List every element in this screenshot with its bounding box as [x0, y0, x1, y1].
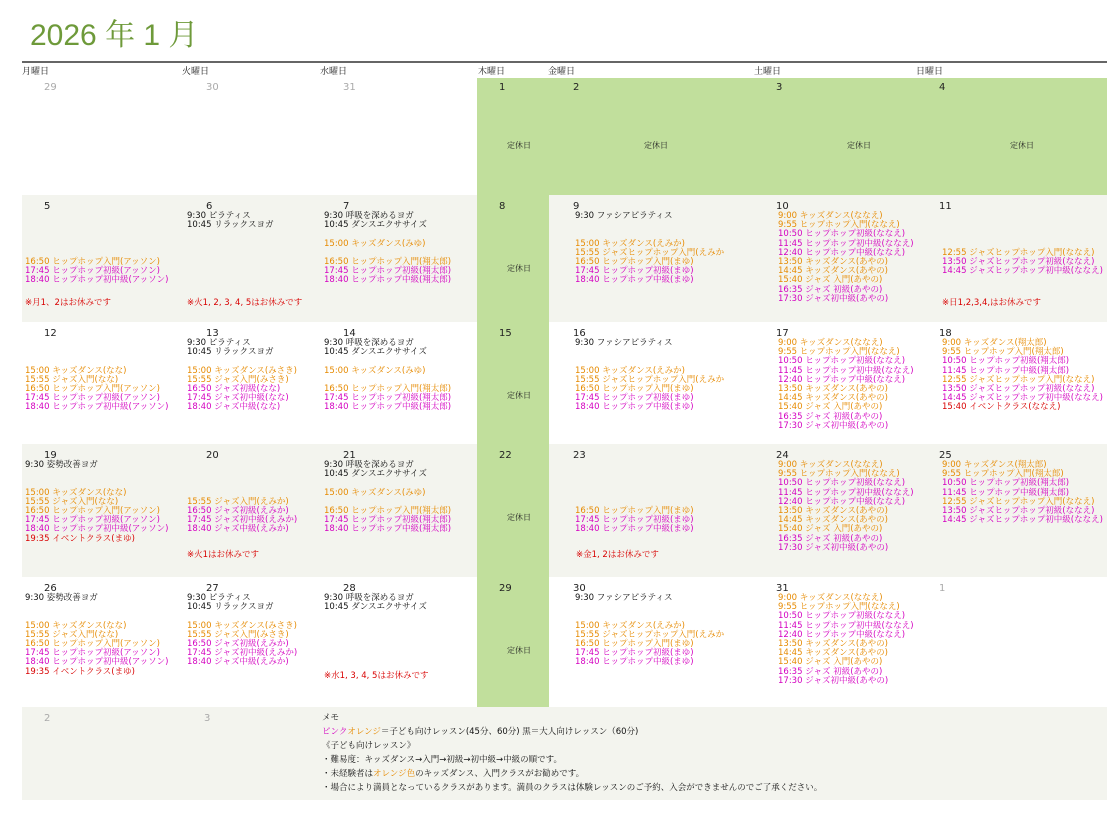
class-list — [575, 212, 752, 286]
class-entry: 12:55 ジャズヒップホップ入門(ななえ) — [942, 496, 1095, 507]
calendar-grid — [22, 78, 1107, 808]
day-cell[interactable] — [182, 78, 319, 195]
closed-day-label: 定休日 — [507, 141, 531, 150]
class-entry: 18:40 ヒップホップ初中級(アッソン) — [25, 402, 169, 413]
class-entry: 13:50 ジャズヒップホップ初級(ななえ) — [942, 384, 1095, 395]
class-entry: 16:50 ヒップホップ入門(まゆ) — [575, 384, 694, 395]
day-number: 1 — [939, 583, 946, 594]
class-entry: 16:35 ジャズ 初級(あやの) — [778, 411, 883, 422]
class-entry: 18:40 ヒップホップ初中級(アッソン) — [25, 657, 169, 668]
class-list — [25, 461, 182, 544]
class-entry: 15:55 ジャズヒップホップ入門(えみか — [575, 629, 725, 640]
class-entry: 18:40 ヒップホップ中級(まゆ) — [575, 657, 694, 668]
class-entry: 9:30 ファシアピラティス — [575, 211, 673, 221]
class-entry: 14:45 ジャズヒップホップ初中級(ななえ) — [942, 515, 1103, 526]
class-entry: 17:45 ヒップホップ初級(アッソン) — [25, 648, 160, 659]
class-entry: 10:50 ヒップホップ初級(ななえ) — [778, 478, 906, 489]
class-entry: 16:35 ジャズ 初級(あやの) — [778, 666, 883, 677]
class-entry: 15:00 キッズダンス(なな) — [25, 487, 127, 498]
class-entry: 17:30 ジャズ初中級(あやの) — [778, 420, 889, 431]
day-number: 20 — [206, 450, 219, 461]
class-entry: 14:45 キッズダンス(あやの) — [778, 648, 888, 659]
class-list — [575, 339, 752, 413]
closed-day-label: 定休日 — [507, 264, 531, 273]
class-entry: 14:45 ジャズヒップホップ初中級(ななえ) — [942, 266, 1103, 277]
class-entry: 10:50 ヒップホップ初級(ななえ) — [778, 356, 906, 367]
memo-text: のキッズダンス、入門クラスがお勧めです。 — [415, 769, 585, 779]
class-entry: 9:55 ヒップホップ入門(翔太郎) — [942, 347, 1064, 358]
class-entry: 16:50 ヒップホップ入門(アッソン) — [25, 506, 160, 517]
day-number: 3 — [204, 713, 211, 724]
class-entry: 11:45 ヒップホップ初中級(ななえ) — [778, 365, 914, 376]
day-cell[interactable] — [915, 195, 1107, 322]
class-list — [324, 594, 477, 612]
day-cell[interactable] — [319, 444, 477, 577]
class-entry: 10:45 リラックスヨガ — [187, 602, 274, 613]
class-entry: 14:45 ジャズヒップホップ初中級(ななえ) — [942, 393, 1103, 404]
class-entry: 17:45 ヒップホップ初級(まゆ) — [575, 648, 694, 659]
day-number: 17 — [776, 328, 789, 339]
weekday-label: 水曜日 — [320, 67, 348, 77]
memo-line: ・場合により満員となっているクラスがあります。満員のクラスは体験レッスンのご予約、入会ができませんのでご了承ください。 — [322, 783, 823, 793]
class-entry — [25, 230, 182, 239]
class-entry — [942, 230, 1107, 239]
day-cell[interactable] — [182, 577, 319, 707]
class-entry: 16:50 ヒップホップ入門(まゆ) — [575, 257, 694, 268]
class-entry: 18:40 ヒップホップ中級(翔太郎) — [324, 402, 452, 413]
class-entry: 15:55 ジャズ入門(なな) — [25, 496, 119, 507]
day-number: 8 — [499, 201, 506, 212]
day-cell[interactable] — [752, 322, 915, 444]
memo-legend — [322, 725, 822, 739]
closed-day-label: 定休日 — [644, 141, 668, 150]
day-cell[interactable] — [915, 444, 1107, 577]
weekday-label: 土曜日 — [754, 67, 782, 77]
class-entry: 15:00 キッズダンス(えみか) — [575, 620, 685, 631]
class-entry — [25, 240, 182, 249]
day-cell[interactable] — [319, 577, 477, 707]
closure-note: ※日1,2,3,4,はお休みです — [942, 298, 1042, 308]
legend-text: ＝子ども向けレッスン(45分、60分) 黒＝大人向けレッスン（60分) — [380, 727, 639, 737]
class-list — [942, 339, 1107, 413]
day-cell[interactable] — [477, 78, 549, 195]
closed-day-label: 定休日 — [507, 513, 531, 522]
class-entry: 9:30 ピラティス — [187, 338, 251, 348]
class-entry: 15:00 キッズダンス(えみか) — [575, 365, 685, 376]
class-entry: 16:50 ヒップホップ入門(アッソン) — [25, 257, 160, 268]
class-entry: 15:55 ジャズ入門(みさき) — [187, 374, 289, 385]
class-entry — [575, 348, 752, 357]
class-entry: 13:50 キッズダンス(あやの) — [778, 506, 888, 517]
day-cell[interactable] — [549, 444, 752, 577]
class-entry: 9:30 ピラティス — [187, 211, 251, 221]
day-cell[interactable] — [549, 195, 752, 322]
class-list — [187, 594, 319, 668]
class-entry: 12:40 ヒップホップ中級(ななえ) — [778, 247, 906, 258]
day-number: 19 — [44, 450, 57, 461]
class-entry: 18:40 ヒップホップ中級(翔太郎) — [324, 524, 452, 535]
legend-pink: ピンク — [322, 727, 348, 737]
class-entry: 9:00 キッズダンス(ななえ) — [778, 460, 883, 470]
day-number: 7 — [343, 201, 350, 212]
class-entry: 19:35 イベントクラス(まゆ) — [25, 533, 135, 544]
day-cell[interactable] — [319, 78, 477, 195]
class-entry: 13:50 キッズダンス(あやの) — [778, 257, 888, 268]
day-number: 16 — [573, 328, 586, 339]
class-entry: 15:55 ジャズ入門(なな) — [25, 374, 119, 385]
class-entry: 13:50 キッズダンス(あやの) — [778, 384, 888, 395]
class-entry: 17:45 ヒップホップ初級(まゆ) — [575, 515, 694, 526]
day-number: 27 — [206, 583, 219, 594]
class-entry: 15:00 キッズダンス(なな) — [25, 365, 127, 376]
day-number: 10 — [776, 201, 789, 212]
class-list — [187, 461, 319, 535]
class-entry: 15:00 キッズダンス(みさき) — [187, 365, 297, 376]
day-cell[interactable] — [22, 577, 182, 707]
day-cell[interactable] — [477, 195, 549, 322]
class-entry: 12:55 ジャズヒップホップ入門(ななえ) — [942, 247, 1095, 258]
class-entry: 17:45 ヒップホップ初級(まゆ) — [575, 393, 694, 404]
class-list — [324, 339, 477, 413]
class-entry: 15:00 キッズダンス(みゆ) — [324, 365, 426, 376]
class-entry: 11:45 ヒップホップ中級(翔太郎) — [942, 365, 1070, 376]
class-entry: 18:40 ジャズ中級(えみか) — [187, 524, 289, 535]
class-entry — [25, 470, 182, 479]
class-entry: 16:50 ヒップホップ入門(翔太郎) — [324, 257, 452, 268]
weekday-label: 月曜日 — [22, 67, 50, 77]
class-list — [575, 461, 752, 535]
memo-text: ・未経験者は — [322, 769, 374, 779]
class-entry — [25, 212, 182, 221]
class-entry: 16:50 ヒップホップ入門(アッソン) — [25, 639, 160, 650]
class-entry: 10:45 リラックスヨガ — [187, 220, 274, 231]
day-number: 22 — [499, 450, 512, 461]
memo-line: ・難易度：キッズダンス→入門→初級→初中級→中級の順です。 — [322, 755, 562, 765]
class-entry: 16:50 ヒップホップ入門(まゆ) — [575, 506, 694, 517]
day-cell[interactable] — [752, 78, 915, 195]
weekday-label: 木曜日 — [478, 67, 506, 77]
day-cell[interactable] — [752, 577, 915, 707]
day-number: 2 — [573, 82, 580, 93]
day-number: 14 — [343, 328, 356, 339]
closure-note: ※火1, 2, 3, 4, 5はお休みです — [187, 298, 303, 308]
day-number: 5 — [44, 201, 51, 212]
class-entry: 11:45 ヒップホップ初中級(ななえ) — [778, 620, 914, 631]
class-entry: 11:45 ヒップホップ初中級(ななえ) — [778, 487, 914, 498]
class-entry: 10:50 ヒップホップ初級(翔太郎) — [942, 356, 1070, 367]
class-entry — [942, 212, 1107, 221]
class-entry: 15:40 イベントクラス(ななえ) — [942, 402, 1061, 413]
class-list — [324, 461, 477, 535]
closure-note: ※月1、2はお休みです — [25, 298, 111, 308]
class-entry: 9:30 呼吸を深めるヨガ — [324, 593, 414, 603]
class-list — [575, 594, 752, 668]
day-number: 23 — [573, 450, 586, 461]
day-number: 2 — [44, 713, 51, 724]
class-entry — [575, 470, 752, 479]
class-entry — [25, 221, 182, 230]
class-entry: 9:30 姿勢改善ヨガ — [25, 460, 98, 470]
day-number: 26 — [44, 583, 57, 594]
day-cell[interactable] — [915, 577, 1107, 707]
class-list — [778, 339, 915, 431]
class-entry: 12:40 ヒップホップ中級(ななえ) — [778, 496, 906, 507]
class-entry: 16:50 ヒップホップ入門(翔太郎) — [324, 384, 452, 395]
class-entry: 11:45 ヒップホップ中級(翔太郎) — [942, 487, 1070, 498]
day-cell[interactable] — [22, 444, 182, 577]
class-entry: 15:00 キッズダンス(なな) — [25, 620, 127, 631]
day-number: 18 — [939, 328, 952, 339]
memo-heading: メモ — [322, 713, 340, 723]
class-entry: 17:45 ヒップホップ初級(アッソン) — [25, 266, 160, 277]
class-entry — [25, 603, 182, 612]
class-entry: 17:30 ジャズ初中級(あやの) — [778, 293, 889, 304]
closure-note: ※火1はお休みです — [187, 550, 260, 560]
day-cell[interactable] — [549, 577, 752, 707]
day-cell[interactable] — [752, 195, 915, 322]
class-entry: 18:40 ジャズ中級(えみか) — [187, 657, 289, 668]
class-entry: 15:00 キッズダンス(みさき) — [187, 620, 297, 631]
day-cell[interactable] — [319, 195, 477, 322]
class-entry: 10:50 ヒップホップ初級(ななえ) — [778, 611, 906, 622]
class-entry — [187, 470, 319, 479]
class-entry: 15:55 ジャズ入門(えみか) — [187, 496, 289, 507]
class-entry: 10:45 ダンスエクササイズ — [324, 347, 427, 358]
class-entry: 9:00 キッズダンス(ななえ) — [778, 211, 883, 221]
day-number: 11 — [939, 201, 952, 212]
class-entry: 18:40 ヒップホップ初中級(アッソン) — [25, 275, 169, 286]
day-number: 30 — [206, 82, 219, 93]
class-entry: 9:55 ヒップホップ入門(ななえ) — [778, 220, 900, 231]
class-entry: 18:40 ヒップホップ中級(まゆ) — [575, 524, 694, 535]
day-cell[interactable] — [182, 195, 319, 322]
day-cell[interactable] — [477, 444, 549, 577]
class-list — [25, 339, 182, 413]
class-entry: 9:30 呼吸を深めるヨガ — [324, 338, 414, 348]
class-entry: 9:30 ピラティス — [187, 593, 251, 603]
class-entry: 9:00 キッズダンス(翔太郎) — [942, 460, 1047, 470]
day-cell[interactable] — [22, 195, 182, 322]
day-number: 24 — [776, 450, 789, 461]
class-entry — [942, 221, 1107, 230]
class-entry: 19:35 イベントクラス(まゆ) — [25, 666, 135, 677]
class-entry — [25, 348, 182, 357]
class-entry: 17:45 ヒップホップ初級(翔太郎) — [324, 515, 452, 526]
class-entry: 9:55 ヒップホップ入門(翔太郎) — [942, 469, 1064, 480]
class-entry: 14:45 キッズダンス(あやの) — [778, 515, 888, 526]
class-entry: 16:50 ヒップホップ入門(アッソン) — [25, 384, 160, 395]
class-entry: 12:40 ヒップホップ中級(ななえ) — [778, 629, 906, 640]
weekday-header-row — [22, 62, 1107, 78]
class-entry: 15:40 ジャズ 入門(あやの) — [778, 402, 883, 413]
class-list — [778, 461, 915, 553]
class-entry: 17:45 ヒップホップ初級(翔太郎) — [324, 393, 452, 404]
class-entry: 9:30 ファシアピラティス — [575, 593, 673, 603]
class-entry: 16:50 ヒップホップ入門(翔太郎) — [324, 506, 452, 517]
class-entry: 13:50 ジャズヒップホップ初級(ななえ) — [942, 506, 1095, 517]
class-entry: 16:50 ヒップホップ入門(まゆ) — [575, 639, 694, 650]
class-list — [942, 461, 1107, 525]
day-cell[interactable] — [477, 322, 549, 444]
class-list — [187, 339, 319, 413]
day-cell[interactable] — [752, 444, 915, 577]
class-entry: 13:50 ジャズヒップホップ初級(ななえ) — [942, 257, 1095, 268]
weekday-label: 金曜日 — [548, 67, 576, 77]
class-entry: 14:45 キッズダンス(あやの) — [778, 393, 888, 404]
class-entry: 15:40 ジャズ 入門(あやの) — [778, 657, 883, 668]
class-list — [25, 212, 182, 286]
class-entry — [25, 339, 182, 348]
class-entry: 10:45 リラックスヨガ — [187, 347, 274, 358]
day-number: 29 — [499, 583, 512, 594]
class-entry: 16:35 ジャズ 初級(あやの) — [778, 284, 883, 295]
class-entry: 17:45 ジャズ初中級(なな) — [187, 393, 289, 404]
class-entry: 9:30 姿勢改善ヨガ — [25, 593, 98, 603]
class-entry: 16:50 ジャズ初級(なな) — [187, 384, 281, 395]
class-list — [778, 212, 915, 304]
day-number: 3 — [776, 82, 783, 93]
class-entry: 10:45 ダンスエクササイズ — [324, 469, 427, 480]
legend-orange: オレンジ — [347, 727, 381, 737]
day-cell[interactable] — [915, 322, 1107, 444]
memo-orange-text: オレンジ色 — [373, 769, 416, 779]
day-number: 1 — [499, 82, 506, 93]
day-number: 28 — [343, 583, 356, 594]
memo-line — [322, 767, 822, 781]
memo-row — [22, 707, 1107, 800]
memo-block — [322, 711, 822, 795]
closed-day-label: 定休日 — [507, 646, 531, 655]
day-number: 15 — [499, 328, 512, 339]
class-entry: 10:45 ダンスエクササイズ — [324, 602, 427, 613]
class-entry: 17:45 ヒップホップ初級(まゆ) — [575, 266, 694, 277]
class-entry: 13:50 キッズダンス(あやの) — [778, 639, 888, 650]
class-entry: 9:00 キッズダンス(ななえ) — [778, 338, 883, 348]
class-entry: 9:00 キッズダンス(ななえ) — [778, 593, 883, 603]
class-list — [25, 594, 182, 677]
class-entry: 15:00 キッズダンス(みゆ) — [324, 238, 426, 249]
closed-day-label: 定休日 — [507, 391, 531, 400]
closed-day-label: 定休日 — [1010, 141, 1034, 150]
closure-note: ※金1, 2はお休みです — [576, 550, 659, 560]
weekday-label: 日曜日 — [916, 67, 944, 77]
class-entry: 11:45 ヒップホップ初中級(ななえ) — [778, 238, 914, 249]
class-entry: 18:40 ヒップホップ中級(翔太郎) — [324, 275, 452, 286]
day-number: 12 — [44, 328, 57, 339]
class-entry: 9:55 ヒップホップ入門(ななえ) — [778, 347, 900, 358]
day-cell[interactable] — [22, 322, 182, 444]
class-entry — [187, 461, 319, 470]
class-entry: 16:50 ジャズ初級(えみか) — [187, 506, 289, 517]
class-entry: 9:30 呼吸を深めるヨガ — [324, 211, 414, 221]
day-number: 31 — [343, 82, 356, 93]
class-entry: 16:50 ジャズ初級(えみか) — [187, 639, 289, 650]
class-entry: 9:55 ヒップホップ入門(ななえ) — [778, 602, 900, 613]
closure-note: ※水1, 3, 4, 5はお休みです — [324, 671, 429, 681]
class-entry: 15:55 ジャズヒップホップ入門(えみか — [575, 247, 725, 258]
class-entry — [575, 221, 752, 230]
class-entry: 14:45 キッズダンス(あやの) — [778, 266, 888, 277]
class-list — [324, 212, 477, 286]
class-entry: 17:45 ヒップホップ初級(アッソン) — [25, 393, 160, 404]
closed-day-label: 定休日 — [847, 141, 871, 150]
class-entry: 17:45 ジャズ初中級(えみか) — [187, 648, 298, 659]
class-entry: 10:50 ヒップホップ初級(ななえ) — [778, 229, 906, 240]
class-entry: 15:40 ジャズ 入門(あやの) — [778, 524, 883, 535]
class-entry: 15:55 ジャズ入門(なな) — [25, 629, 119, 640]
class-entry: 12:40 ヒップホップ中級(ななえ) — [778, 374, 906, 385]
day-number: 31 — [776, 583, 789, 594]
class-entry: 9:55 ヒップホップ入門(ななえ) — [778, 469, 900, 480]
weekday-label: 火曜日 — [182, 67, 210, 77]
class-entry: 9:30 ファシアピラティス — [575, 338, 673, 348]
class-entry: 15:00 キッズダンス(みゆ) — [324, 487, 426, 498]
day-cell[interactable] — [182, 322, 319, 444]
day-number: 6 — [206, 201, 213, 212]
class-entry: 16:35 ジャズ 初級(あやの) — [778, 533, 883, 544]
class-entry: 17:45 ジャズ初中級(えみか) — [187, 515, 298, 526]
class-entry: 17:45 ヒップホップ初級(アッソン) — [25, 515, 160, 526]
class-entry: 15:55 ジャズ入門(みさき) — [187, 629, 289, 640]
day-number: 21 — [343, 450, 356, 461]
class-entry: 15:40 ジャズ 入門(あやの) — [778, 275, 883, 286]
class-entry — [575, 489, 752, 498]
day-number: 4 — [939, 82, 946, 93]
class-entry: 18:40 ヒップホップ中級(まゆ) — [575, 275, 694, 286]
class-entry: 18:40 ヒップホップ中級(まゆ) — [575, 402, 694, 413]
class-entry — [187, 479, 319, 488]
memo-kids-heading: 《子ども向けレッスン》 — [322, 741, 416, 751]
class-entry: 18:40 ヒップホップ初中級(アッソン) — [25, 524, 169, 535]
day-cell[interactable] — [22, 78, 182, 195]
class-list — [942, 212, 1107, 276]
day-number: 25 — [939, 450, 952, 461]
class-entry: 10:45 ダンスエクササイズ — [324, 220, 427, 231]
class-list — [187, 212, 319, 230]
class-entry: 17:30 ジャズ初中級(あやの) — [778, 542, 889, 553]
class-entry: 17:45 ヒップホップ初級(翔太郎) — [324, 266, 452, 277]
class-entry — [575, 479, 752, 488]
class-list — [778, 594, 915, 686]
calendar-title: 2026 年 1 月 — [30, 19, 199, 52]
day-number: 29 — [44, 82, 57, 93]
day-cell[interactable] — [549, 322, 752, 444]
day-number: 30 — [573, 583, 586, 594]
class-entry: 15:55 ジャズヒップホップ入門(えみか — [575, 374, 725, 385]
day-number: 13 — [206, 328, 219, 339]
day-cell[interactable] — [182, 444, 319, 577]
day-cell[interactable] — [915, 78, 1107, 195]
class-entry: 17:30 ジャズ初中級(あやの) — [778, 675, 889, 686]
class-entry: 10:50 ヒップホップ初級(翔太郎) — [942, 478, 1070, 489]
class-entry: 9:30 呼吸を深めるヨガ — [324, 460, 414, 470]
class-entry: 15:00 キッズダンス(えみか) — [575, 238, 685, 249]
class-entry: 18:40 ジャズ中級(なな) — [187, 402, 281, 413]
class-entry: 9:00 キッズダンス(翔太郎) — [942, 338, 1047, 348]
class-entry: 12:55 ジャズヒップホップ入門(ななえ) — [942, 374, 1095, 385]
day-cell[interactable] — [477, 577, 549, 707]
class-entry — [575, 461, 752, 470]
day-number: 9 — [573, 201, 580, 212]
day-cell[interactable] — [319, 322, 477, 444]
class-entry — [575, 603, 752, 612]
